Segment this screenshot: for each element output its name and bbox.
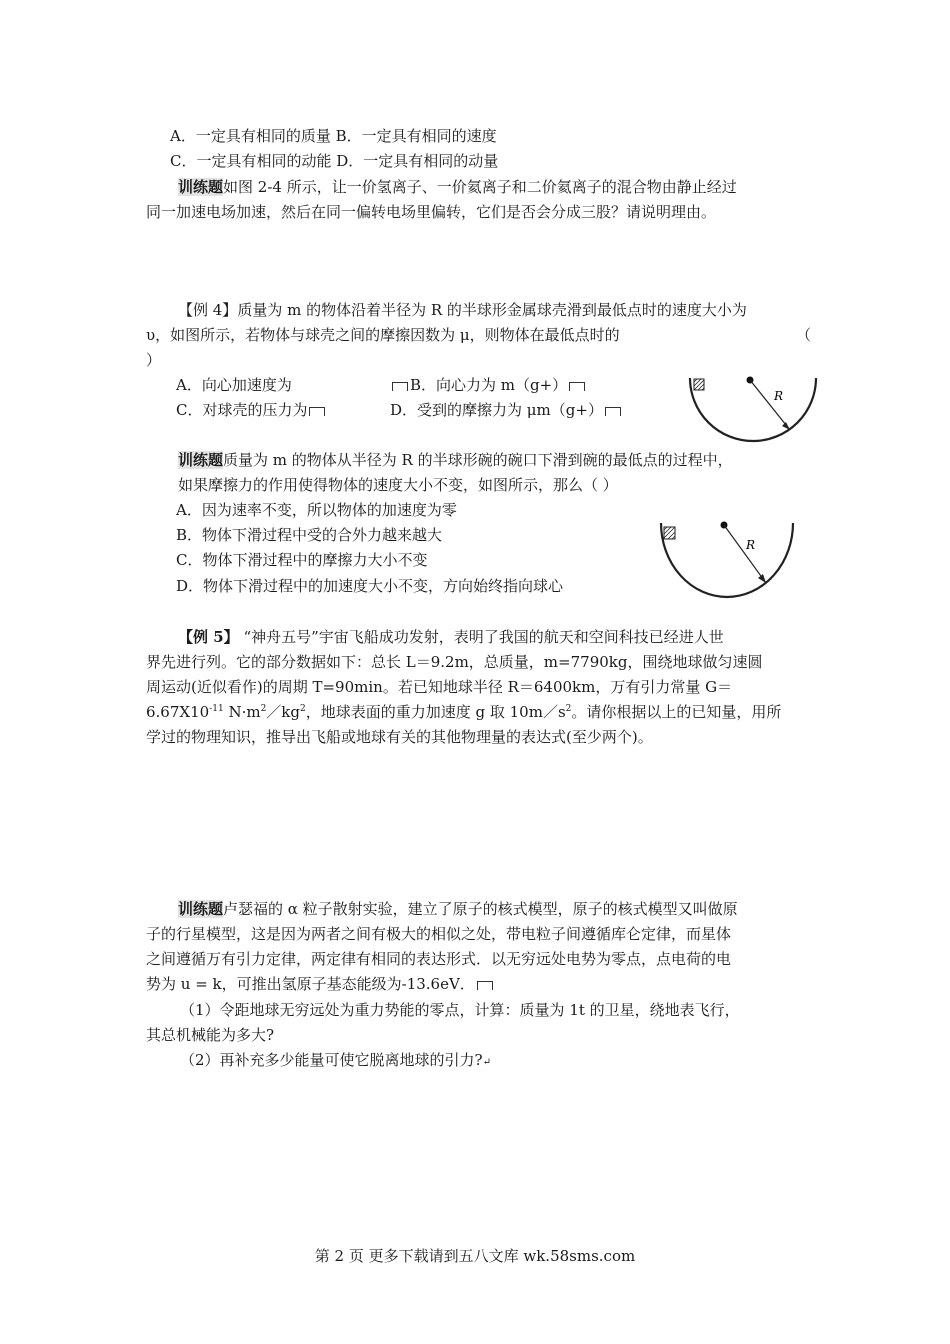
ex5-line2: 界先进行列。它的部分数据如下：总长 L＝9.2m，总质量，m=7790kg，围绕地球做匀速圆	[146, 653, 763, 671]
ex4-paren-close: ）	[146, 351, 162, 369]
ex5-line3: 周运动(近似看作)的周期 T=90min。若已知地球半径 R＝6400km，万有引力常量 G＝	[146, 678, 733, 696]
figure-1-radius-label: R	[774, 389, 784, 403]
train2-option-b: B．物体下滑过程中受的合外力越来越大	[176, 526, 443, 544]
ex4-option-b: B．向心力为 m（g+）	[390, 375, 587, 395]
ex4-line2: υ，如图所示，若物体与球壳之间的摩擦因数为 μ，则物体在最低点时的	[146, 326, 620, 344]
page-footer: 第 2 页 更多下载请到五八文库 wk.58sms.com	[314, 1247, 636, 1265]
ex4-option-d: D．受到的摩擦力为 μm（g+）	[390, 400, 623, 420]
train2-line2: 如果摩擦力的作用使得物体的速度大小不变，如图所示，那么（ ）	[178, 476, 618, 494]
ex4-option-a: A．向心加速度为	[176, 376, 292, 394]
ex5-line1: 【例 5】 “神舟五号”宇宙飞船成功发射，表明了我国的航天和空间科技已经进人世	[178, 628, 724, 646]
hemisphere-figure-2	[654, 515, 799, 605]
train3-q1-line1: （1）令距地球无穷远处为重力势能的零点，计算：质量为 1t 的卫星，绕地表飞行，	[180, 1001, 740, 1019]
ex4-option-c: C．对球壳的压力为	[176, 400, 327, 420]
figure-2-radius-label: R	[746, 538, 756, 552]
ex4-tag: 【例 4】	[178, 301, 238, 319]
train3-label: 训练题	[178, 900, 224, 918]
train3-line1: 训练题卢瑟福的 α 粒子散射实验，建立了原子的核式模型，原子的核式模型又叫做原	[178, 900, 738, 918]
train1-label: 训练题	[178, 178, 224, 196]
train3-line4: 势为 u = k，可推出氢原子基态能级为-13.6eV．	[146, 974, 495, 994]
option-cd: C．一定具有相同的动能 D．一定具有相同的动量	[170, 152, 499, 170]
train2-option-d: D．物体下滑过程中的加速度大小不变，方向始终指向球心	[176, 577, 564, 595]
train3-line3: 之间遵循万有引力定律，两定律有相同的表达形式．以无穷远处电势为零点，点电荷的电	[146, 950, 732, 968]
train2-label: 训练题	[178, 451, 224, 469]
ex4-line1: 【例 4】质量为 m 的物体沿着半径为 R 的半球形金属球壳滑到最低点时的速度大小为	[178, 301, 747, 319]
train2-line1: 训练题质量为 m 的物体从半径为 R 的半球形碗的碗口下滑到碗的最低点的过程中，	[178, 451, 733, 469]
ex5-tag: 【例 5】	[178, 628, 239, 646]
option-ab: A．一定具有相同的质量 B．一定具有相同的速度	[170, 127, 497, 145]
train1-line2: 同一加速电场加速，然后在同一偏转电场里偏转，它们是否会分成三股？请说明理由。	[146, 203, 717, 221]
train3-line2: 子的行星模型，这是因为两者之间有极大的相似之处，带电粒子间遵循库仑定律，而星体	[146, 925, 732, 943]
train3-q2: （2）再补充多少能量可使它脱离地球的引力?↵	[180, 1051, 491, 1069]
train2-option-c: C．物体下滑过程中的摩擦力大小不变	[176, 551, 428, 569]
train2-option-a: A．因为速率不变，所以物体的加速度为零	[176, 501, 457, 519]
hemisphere-figure-1	[682, 370, 822, 448]
ex5-line4: $6.67X10^{-11}$ $N\cdot m^2/kg^2$，地球表面的重力加速度 g 取 $10m/s^2$。请你根据以上的已知量，用所	[146, 703, 782, 721]
ex4-paren-open: （	[796, 326, 812, 344]
train3-q1-line2: 其总机械能为多大?	[146, 1026, 275, 1044]
ex5-line5: 学过的物理知识，推导出飞船或地球有关的其他物理量的表达式(至少两个)。	[146, 728, 653, 746]
train1-line1: 训练题如图 2-4 所示，让一价氢离子、一价氦离子和二价氦离子的混合物由静止经过	[178, 178, 737, 196]
